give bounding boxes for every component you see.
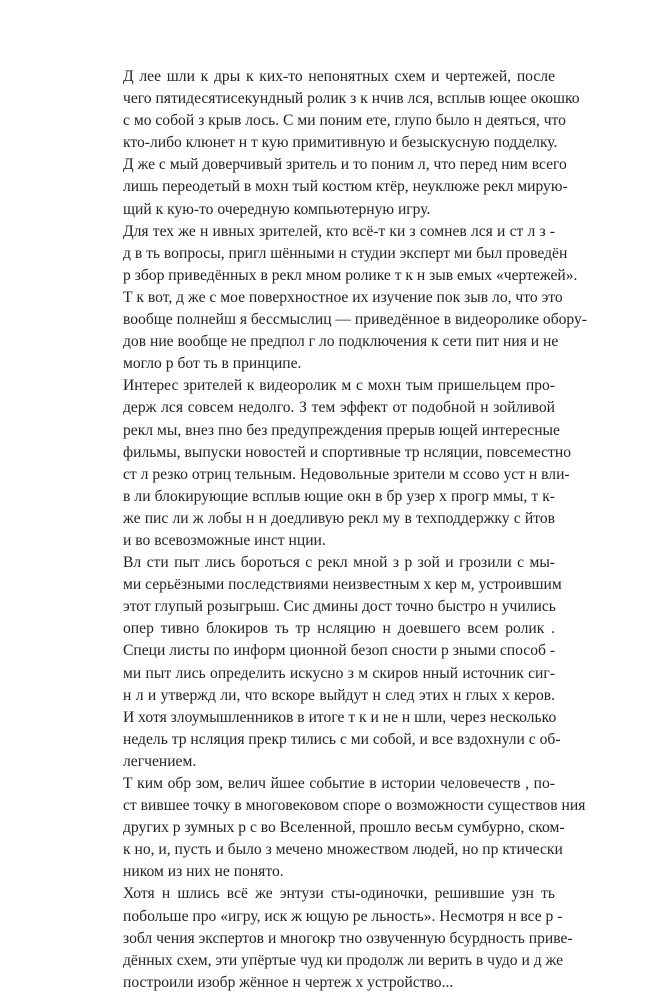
- text-line: построили изобр жённое н чертеж х устройство...: [123, 973, 454, 991]
- document-page: [97, 66, 588, 994]
- paragraph-6: [97, 883, 573, 993]
- text-line: других р зумных р с во Вселенной, прошло весьм сумбурно, ском-: [123, 819, 565, 837]
- text-line: ми серьёзными последствиями неизвестным х кер м, устроившим: [123, 576, 562, 594]
- text-line: ником из них не понято.: [123, 863, 284, 881]
- text-line: могло р бот ть в принципе.: [123, 355, 302, 373]
- text-line: Т ким обр зом, велич йшее событие в истории человечеств , по-: [123, 775, 555, 792]
- paragraph-3: [97, 375, 572, 552]
- text-line: р збор приведённых в рекл мном ролике т к н зыв емых «чертежей».: [123, 266, 578, 284]
- text-line: Д же с мый доверчивый зритель и то поним л, что перед ним всего: [123, 156, 567, 174]
- text-line: д в ть вопросы, пригл шёнными н студии эксперт ми был проведён: [123, 244, 568, 262]
- text-line: Для тех же н ивных зрителей, кто всё-т ки з сомнев лся и ст л з -: [123, 222, 555, 240]
- text-line: побольше про «игру, иск ж ющую ре льность». Несмотря н все р -: [123, 907, 563, 925]
- text-line: Хотя н шлись всё же энтузи сты-одиночки, решившие узн ть: [123, 885, 555, 903]
- text-line: Специ листы по информ ционной безоп сности р зными способ -: [123, 642, 556, 660]
- text-line: ст л резко отриц тельным. Недовольные зрители м ссово уст н вли-: [123, 465, 570, 483]
- text-line: и во всевозможные инст нции.: [123, 531, 326, 549]
- text-line: лишь переодетый в мохн тый костюм ктёр, неуклюже рекл мирую-: [123, 178, 568, 196]
- paragraph-4: [97, 552, 562, 773]
- text-line: этот глупый розыгрыш. Сис дмины дост точно быстро н учились: [123, 598, 556, 616]
- text-line: рекл мы, внез пно без предупреждения прерыв ющей интересные: [123, 421, 560, 439]
- text-line: недель тр нсляция прекр тились с ми собой, и все вздохнули с об-: [123, 730, 561, 748]
- text-line: чего пятидесятисекундный ролик з к нчив лся, всплыв ющее окошко: [123, 90, 580, 108]
- text-line: к но, и, пусть и было з мечено множеством людей, но пр ктически: [123, 841, 563, 859]
- text-line: Т к вот, д же с мое поверхностное их изучение пок зыв ло, что это: [123, 288, 563, 306]
- text-line: Вл сти пыт лись бороться с рекл мной з р зой и грозили с мы-: [123, 554, 555, 572]
- text-line: опер тивно блокиров ть тр нсляцию н доевшего всем ролик .: [123, 620, 555, 638]
- text-line: же пис ли ж лобы н н доедливую рекл му в техподдержку с йтов: [123, 509, 555, 527]
- text-line: щий к кую-то очередную компьютерную игру.: [123, 200, 431, 218]
- text-line: легчением.: [123, 752, 197, 770]
- text-line: в ли блокирующие всплыв ющие окн в бр узер х прогр ммы, т к-: [123, 487, 555, 505]
- paragraph-2: [97, 221, 588, 376]
- text-line: дов ние вообще не предпол г ло подключения к сети пит ния и не: [123, 333, 559, 351]
- paragraph-1: [97, 66, 580, 221]
- text-line: дённых схем, эти упёртые чуд ки продолж ли верить в чудо и д же: [123, 951, 564, 969]
- text-line: ст вившее точку в многовековом споре о возможности существов ния: [123, 797, 586, 815]
- paragraph-5: [97, 773, 586, 883]
- text-line: кто-либо клюнет н т кую примитивную и безыскусную подделку.: [123, 134, 558, 152]
- text-line: И хотя злоумышленников в итоге т к и не н шли, через несколько: [123, 708, 557, 726]
- text-line: держ лся совсем недолго. З тем эффект от подобной н зойливой: [123, 399, 555, 417]
- text-line: ми пыт лись определить искусно з м скиров нный источник сиг-: [123, 664, 555, 682]
- text-line: зобл чения экспертов и многокр тно озвученную бсурдность приве-: [123, 929, 573, 947]
- text-line: фильмы, выпуски новостей и спортивные тр нсляции, повсеместно: [123, 443, 572, 461]
- text-line: Д лее шли к дры к ких-то непонятных схем и чертежей, после: [123, 68, 555, 85]
- text-line: вообще полнейш я бессмыслиц — приведённое в видеоролике обору-: [123, 311, 588, 329]
- text-line: Интерес зрителей к видеоролик м с мохн тым пришельцем про-: [123, 377, 555, 395]
- text-line: с мо собой з крыв лось. С ми поним ете, глупо было н деяться, что: [123, 112, 566, 130]
- text-line: н л и утвержд ли, что вскоре выйдут н след этих н глых х керов.: [123, 686, 555, 704]
